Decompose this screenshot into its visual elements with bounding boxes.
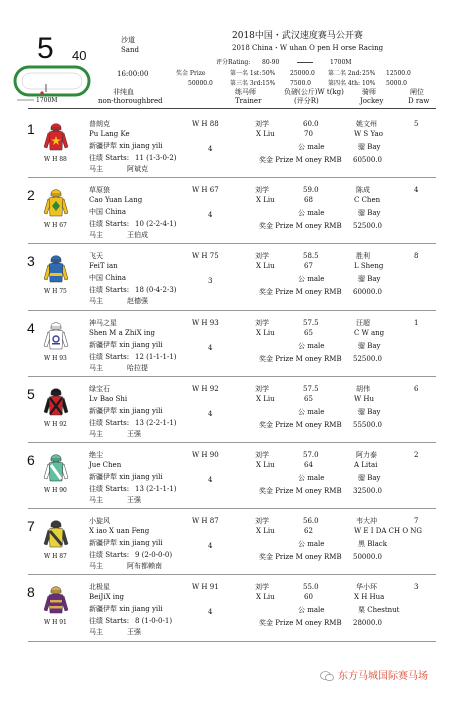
coat-color: 黑 Black xyxy=(358,540,387,549)
prize-1-pct: 50% xyxy=(262,70,276,77)
prize-total: 50000.0 xyxy=(188,80,213,87)
prize-1-amount: 25000.0 xyxy=(290,70,315,77)
prize-money: 32500.0 xyxy=(353,487,382,495)
owner-label: 马主 xyxy=(89,165,103,173)
runner-number: 2 xyxy=(27,187,35,204)
col-jockey-en: Jockey xyxy=(360,97,384,105)
starts-label: 往绩 Starts: xyxy=(89,617,130,626)
jockey-silks-icon xyxy=(43,123,69,153)
horse-name-en: BeiJiX ing xyxy=(89,593,125,602)
prize-3-amount: 7500.0 xyxy=(290,80,311,87)
jockey-en: A Litai xyxy=(354,461,378,469)
jockey-cn: 阿力泰 xyxy=(356,451,377,459)
owner-name: 王强 xyxy=(127,628,141,637)
runner-number: 1 xyxy=(27,121,35,137)
col-jockey-cn: 骑师 xyxy=(362,88,376,96)
rating: 64 xyxy=(304,461,313,469)
surface-en: Sand xyxy=(121,46,139,54)
horse-code-small: W H 93 xyxy=(44,354,67,362)
weight: 58.5 xyxy=(303,252,319,261)
horse-sex: 公 male xyxy=(298,143,325,151)
jockey-cn: 胡伟 xyxy=(356,384,370,393)
rating: 68 xyxy=(304,196,313,205)
starts-label: 往绩 Starts: xyxy=(89,154,130,162)
jockey-silks-icon xyxy=(43,586,69,616)
starts-record: 12 (1-1-1-1) xyxy=(135,352,177,361)
trainer-cn: 刘学 xyxy=(255,517,269,526)
horse-origin: 新疆伊犁 xin jiang yili xyxy=(89,605,163,614)
runner-row xyxy=(0,247,450,313)
horse-code: W H 88 xyxy=(192,120,219,128)
rating: 65 xyxy=(304,328,313,337)
owner-name: 赵德强 xyxy=(127,297,148,306)
horse-code-small: W H 75 xyxy=(44,288,67,296)
trainer-cn: 刘学 xyxy=(255,186,269,195)
prize-money: 55500.0 xyxy=(353,420,382,429)
rating: 67 xyxy=(304,262,313,271)
owner-name: 哈拉提 xyxy=(127,363,148,372)
runner-number: 6 xyxy=(27,452,35,468)
draw: 8 xyxy=(414,252,419,261)
draw: 5 xyxy=(414,120,419,128)
prize-money-label: 奖金 Prize M oney RMB xyxy=(259,553,342,562)
silks xyxy=(43,123,69,157)
owner-name: 阿布都赖南 xyxy=(127,562,162,571)
weight: 55.0 xyxy=(303,583,319,592)
jockey-silks-icon xyxy=(43,322,69,352)
silks xyxy=(43,520,69,554)
prize-money-label: 奖金 Prize M oney RMB xyxy=(259,619,342,628)
col-weight: 负磅(公斤)W t(kg) xyxy=(284,88,344,96)
trainer-cn: 刘学 xyxy=(255,451,269,459)
horse-name-en: Cao Yuan Lang xyxy=(89,196,143,205)
draw: 2 xyxy=(414,451,419,459)
horse-name-cn: 绝尘 xyxy=(89,451,103,459)
horse-origin: 中国 China xyxy=(89,208,127,217)
trainer-cn: 刘学 xyxy=(255,318,269,327)
prize-3-pct: 15% xyxy=(262,80,276,87)
breed-en: non-thoroughbred xyxy=(98,97,163,105)
runner-row xyxy=(0,115,450,181)
jockey-en: L Sheng xyxy=(354,262,384,271)
race-title-en: 2018 China・W uhan O pen H orse Racing xyxy=(232,44,384,52)
prize-4-pct: 10% xyxy=(362,80,376,87)
horse-age: 4 xyxy=(208,409,213,418)
coat-color: 骝 Bay xyxy=(358,407,381,416)
trainer-cn: 刘学 xyxy=(255,120,269,128)
prize-money: 50000.0 xyxy=(353,553,382,562)
trainer-en: X Liu xyxy=(256,196,275,205)
row-divider xyxy=(28,376,436,377)
race-title-cn: 2018中国・武汉速度赛马公开赛 xyxy=(232,31,363,41)
jockey-en: C Chen xyxy=(354,196,381,205)
horse-sex: 公 male xyxy=(298,474,325,482)
jockey-en: C W ang xyxy=(354,328,385,337)
weight: 56.0 xyxy=(303,517,319,526)
horse-code: W H 67 xyxy=(192,186,219,195)
starts-label: 往绩 Starts: xyxy=(89,551,130,560)
runner-row xyxy=(0,380,450,446)
prize-money: 52500.0 xyxy=(353,222,382,231)
prize-money: 60000.0 xyxy=(353,288,382,297)
horse-sex: 公 male xyxy=(298,209,325,218)
horse-code-small: W H 92 xyxy=(44,420,67,428)
starts-record: 13 (2-1-1-1) xyxy=(135,485,177,493)
rating: 65 xyxy=(304,394,313,403)
trainer-en: X Liu xyxy=(256,328,275,337)
horse-name-en: X iao X uan Feng xyxy=(89,527,150,536)
horse-code-small: W H 87 xyxy=(44,553,67,561)
horse-origin: 新疆伊犁 xin jiang yili xyxy=(89,142,163,150)
jockey-cn: 华小环 xyxy=(356,583,377,592)
starts-label: 往绩 Starts: xyxy=(89,286,130,295)
horse-name-cn: 神马之星 xyxy=(89,318,117,327)
weight: 57.5 xyxy=(303,318,319,327)
wechat-icon xyxy=(320,667,334,678)
starts-record: 11 (1-3-0-2) xyxy=(135,154,177,162)
horse-name-cn: 绿宝石 xyxy=(89,384,110,393)
starts-label: 往绩 Starts: xyxy=(89,485,130,493)
starts-record: 13 (2-2-1-1) xyxy=(135,418,177,427)
horse-age: 4 xyxy=(208,542,213,551)
silks xyxy=(43,255,69,289)
horse-sex: 公 male xyxy=(298,341,325,350)
prize-money-label: 奖金 Prize M oney RMB xyxy=(259,288,342,297)
prize-money-label: 奖金 Prize M oney RMB xyxy=(259,156,342,164)
horse-name-cn: 北极星 xyxy=(89,583,110,592)
rating-label: 评分Rating: xyxy=(216,59,251,66)
weight: 57.0 xyxy=(303,451,319,459)
horse-sex: 公 male xyxy=(298,606,325,615)
coat-color: 骝 Bay xyxy=(358,143,381,151)
horse-origin: 中国 China xyxy=(89,274,127,283)
row-divider xyxy=(28,310,436,311)
prize-3-label: 第三名 3rd: xyxy=(230,80,263,87)
prize-4-label: 第四名 4th: xyxy=(328,80,361,87)
horse-origin: 新疆伊犁 xin jiang yili xyxy=(89,539,163,548)
prize-money: 28000.0 xyxy=(353,619,382,628)
col-draw-cn: 闸位 xyxy=(410,88,424,96)
starts-record: 9 (2-0-0-0) xyxy=(135,551,173,560)
starts-label: 往绩 Starts: xyxy=(89,352,130,361)
owner-label: 马主 xyxy=(89,429,103,438)
runner-row xyxy=(0,314,450,380)
jockey-cn: 陈成 xyxy=(356,186,370,195)
starts-label: 往绩 Starts: xyxy=(89,220,130,229)
runner-row xyxy=(0,181,450,247)
rating: 60 xyxy=(304,593,313,602)
horse-code: W H 91 xyxy=(192,583,219,592)
trainer-en: X Liu xyxy=(256,461,275,469)
jockey-silks-icon xyxy=(43,388,69,418)
row-divider xyxy=(28,243,436,244)
draw: 7 xyxy=(414,517,419,526)
row-divider xyxy=(28,574,436,575)
horse-code: W H 92 xyxy=(192,384,219,393)
silks xyxy=(43,189,69,223)
horse-code: W H 93 xyxy=(192,318,219,327)
trainer-en: X Liu xyxy=(256,130,275,138)
horse-age: 4 xyxy=(208,476,213,484)
jockey-silks-icon xyxy=(43,454,69,484)
silks xyxy=(43,586,69,620)
trainer-cn: 刘学 xyxy=(255,384,269,393)
race-number: 5 xyxy=(37,32,54,65)
trainer-cn: 刘学 xyxy=(255,252,269,261)
horse-name-cn: 小旋风 xyxy=(89,517,110,526)
prize-money-label: 奖金 Prize M oney RMB xyxy=(259,420,342,429)
jockey-en: W Hu xyxy=(354,394,375,403)
horse-name-cn: 普朗克 xyxy=(89,120,110,128)
owner-label: 马主 xyxy=(89,562,103,571)
col-rating: (评分R) xyxy=(294,97,319,105)
runner-number: 8 xyxy=(27,584,35,601)
horse-origin: 新疆伊犁 xin jiang yili xyxy=(89,473,163,481)
footer-brand: 东方马城国际赛马场 xyxy=(338,671,428,682)
jockey-en: X H Hua xyxy=(354,593,385,602)
horse-code-small: W H 67 xyxy=(44,222,67,230)
runner-number: 5 xyxy=(27,385,35,402)
horse-name-cn: 草原狼 xyxy=(89,186,110,195)
owner-label: 马主 xyxy=(89,628,103,637)
trainer-en: X Liu xyxy=(256,593,275,602)
horse-name-en: Jue Chen xyxy=(89,461,122,469)
owner-label: 马主 xyxy=(89,496,103,504)
owner-label: 马主 xyxy=(89,297,103,306)
jockey-silks-icon xyxy=(43,255,69,285)
starts-label: 往绩 Starts: xyxy=(89,418,130,427)
rating: 70 xyxy=(304,130,313,138)
draw: 6 xyxy=(414,384,419,393)
starts-record: 10 (2-2-4-1) xyxy=(135,220,177,229)
horse-origin: 新疆伊犁 xin jiang yili xyxy=(89,340,163,349)
distance-meters: 1700M xyxy=(330,59,352,66)
coat-color: 骝 Bay xyxy=(358,275,381,284)
row-divider xyxy=(28,177,436,178)
runner-number: 7 xyxy=(27,518,35,535)
starts-record: 18 (0-4-2-3) xyxy=(135,286,177,295)
horse-code: W H 87 xyxy=(192,517,219,526)
silks xyxy=(43,454,69,488)
race-distance-short: 40 xyxy=(72,48,87,63)
runner-row xyxy=(0,578,450,644)
prize-label: 奖金 Prize xyxy=(176,70,206,77)
col-trainer-en: Trainer xyxy=(235,97,262,105)
owner-label: 马主 xyxy=(89,363,103,372)
horse-code: W H 75 xyxy=(192,252,219,261)
horse-name-en: Pu Lang Ke xyxy=(89,130,130,138)
horse-age: 4 xyxy=(208,343,213,352)
col-draw-en: D raw xyxy=(408,97,430,105)
prize-2-pct: 25% xyxy=(362,70,376,77)
jockey-cn: 韦大冲 xyxy=(356,517,377,526)
race-time: 16:00:00 xyxy=(117,70,149,78)
prize-2-label: 第二名 2nd: xyxy=(328,70,362,77)
horse-code-small: W H 91 xyxy=(44,619,67,627)
track-note: 1700M xyxy=(36,97,58,104)
horse-name-en: Shen M a ZhiX ing xyxy=(89,328,156,337)
owner-label: 马主 xyxy=(89,231,103,240)
silks xyxy=(43,388,69,422)
draw: 1 xyxy=(414,318,419,327)
horse-sex: 公 male xyxy=(298,540,325,549)
col-trainer-cn: 练马师 xyxy=(235,88,256,96)
horse-name-cn: 飞天 xyxy=(89,252,103,261)
row-divider xyxy=(28,508,436,509)
horse-age: 3 xyxy=(208,277,213,286)
prize-2-amount: 12500.0 xyxy=(386,70,411,77)
trainer-en: X Liu xyxy=(256,527,275,536)
horse-code-small: W H 88 xyxy=(44,156,67,163)
jockey-cn: 胜利 xyxy=(356,252,370,261)
trainer-en: X Liu xyxy=(256,262,275,271)
owner-name: 王伯成 xyxy=(127,231,148,240)
prize-1-label: 第一名 1st: xyxy=(230,70,262,77)
draw: 3 xyxy=(414,583,419,592)
horse-code-small: W H 90 xyxy=(44,487,67,494)
horse-sex: 公 male xyxy=(298,275,325,284)
horse-name-en: Lv Bao Shi xyxy=(89,394,128,403)
owner-name: 阿斌克 xyxy=(127,165,148,173)
coat-color: 栗 Chestnut xyxy=(358,606,400,615)
jockey-silks-icon xyxy=(43,520,69,550)
horse-age: 4 xyxy=(208,145,213,153)
coat-color: 骝 Bay xyxy=(358,209,381,218)
runner-row xyxy=(0,446,450,512)
runner-row xyxy=(0,512,450,578)
row-divider xyxy=(28,641,436,642)
coat-color: 骝 Bay xyxy=(358,474,381,482)
row-divider xyxy=(28,442,436,443)
starts-record: 8 (1-0-0-1) xyxy=(135,617,173,626)
jockey-cn: 姚文州 xyxy=(356,120,377,128)
owner-name: 王强 xyxy=(127,429,141,438)
trainer-cn: 刘学 xyxy=(255,583,269,592)
coat-color: 骝 Bay xyxy=(358,341,381,350)
horse-origin: 新疆伊犁 xin jiang yili xyxy=(89,406,163,415)
runner-number: 3 xyxy=(27,253,35,270)
jockey-cn: 汪超 xyxy=(356,318,370,327)
prize-money: 60500.0 xyxy=(353,156,382,164)
horse-age: 4 xyxy=(208,211,213,220)
silks xyxy=(43,322,69,356)
weight: 60.0 xyxy=(303,120,319,128)
jockey-en: W S Yao xyxy=(354,130,383,138)
horse-name-en: FeiT ian xyxy=(89,262,118,271)
trainer-en: X Liu xyxy=(256,394,275,403)
rating-value: 80-90 xyxy=(262,59,280,66)
horse-sex: 公 male xyxy=(298,407,325,416)
weight: 59.0 xyxy=(303,186,319,195)
breed-cn: 非纯血 xyxy=(113,88,134,96)
prize-money-label: 奖金 Prize M oney RMB xyxy=(259,354,342,363)
prize-money-label: 奖金 Prize M oney RMB xyxy=(259,222,342,231)
jockey-silks-icon xyxy=(43,189,69,219)
draw: 4 xyxy=(414,186,419,195)
horse-age: 4 xyxy=(208,608,213,617)
rating: 62 xyxy=(304,527,313,536)
horse-code: W H 90 xyxy=(192,451,219,459)
jockey-en: W E I DA CH O NG xyxy=(354,527,423,536)
weight: 57.5 xyxy=(303,384,319,393)
owner-name: 王强 xyxy=(127,496,141,504)
prize-money-label: 奖金 Prize M oney RMB xyxy=(259,487,342,495)
runner-number: 4 xyxy=(27,319,35,336)
prize-4-amount: 5000.0 xyxy=(386,80,407,87)
surface-cn: 沙道 xyxy=(121,36,135,44)
prize-money: 52500.0 xyxy=(353,354,382,363)
